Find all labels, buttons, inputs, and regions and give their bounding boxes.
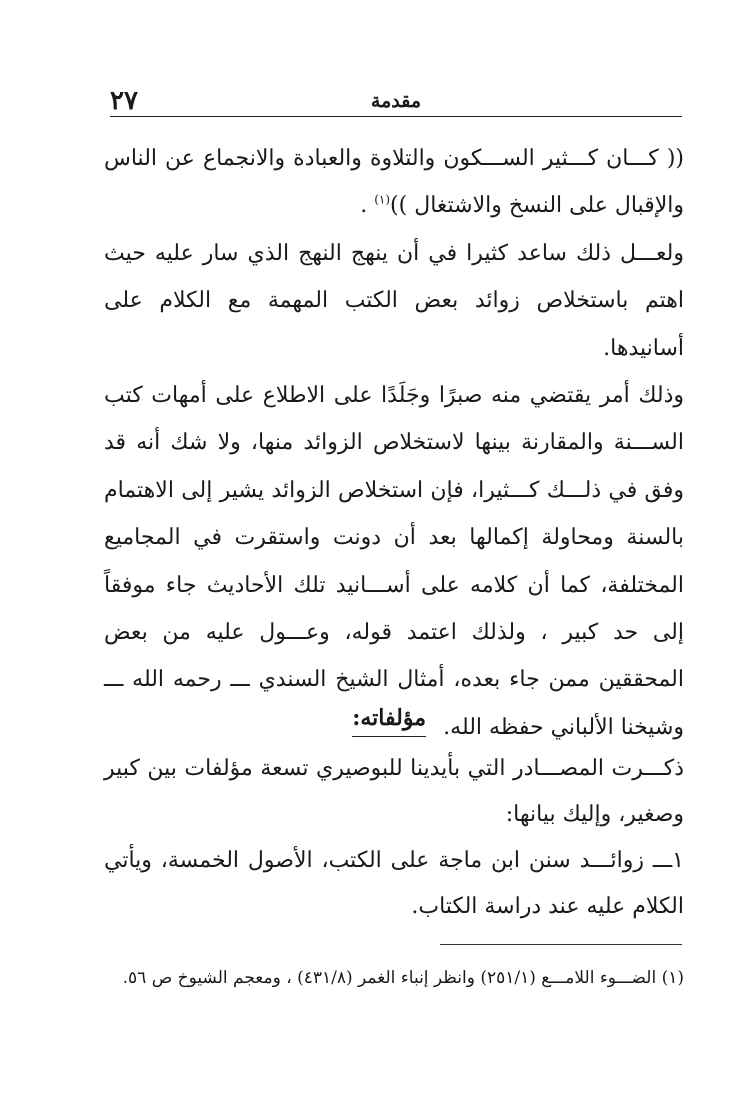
section-text — [104, 746, 684, 930]
footnote-marker: (١) — [374, 193, 391, 208]
footnote-divider — [440, 944, 682, 945]
section-paragraph-2: ١ـــ زوائـــد سنن ابن ماجة على الكتب، الأصول الخمسة، ويأتي الكلام عليه عند دراسة الكتاب. — [104, 848, 684, 919]
section-paragraph-1: ذكـــرت المصـــادر التي بأيدينا للبوصيري تسعة مؤلفات بين كبير وصغير، وإليك بيانها: — [104, 756, 684, 827]
footnote-text: (١) الضـــوء اللامـــع (٢٥١/١) وانظر إنباء الغمر (٤٣١/٨) ، ومعجم الشيوخ ص ٥٦. — [122, 968, 684, 988]
page-header — [110, 86, 682, 117]
section-heading: مؤلفاته: — [352, 700, 426, 737]
quote-line-2: والإقبال على النسخ والاشتغال )) — [390, 193, 684, 219]
quote-paragraph — [104, 135, 684, 230]
quote-end: . — [360, 193, 375, 219]
running-title: مقدمة — [370, 90, 422, 112]
page-number: ٢٧ — [110, 86, 138, 116]
quote-line-1: (( كـــان كـــثير الســـكون والتلاوة والعبادة والانجماع عن الناس — [104, 146, 684, 171]
main-text — [104, 135, 684, 751]
paragraph-3: وذلك أمر يقتضي منه صبرًا وجَلَدًا على الاطلاع على أمهات كتب الســـنة والمقارنة بينها لاستخلاص الزوائد منها، ولا شك أنه قد وفق في ذلـــك كـــثيرا، فإن استخلاص الزوائد يشير إلى الاهتمام بالسنة ومحاولة إكمالها بعد أن دونت واستقرت في المجاميع المختلفة، كما أن كلامه على أســـانيد تلك الأحاديث جاء موفقاً إلى حد كبير ، ولذلك اعتمد قوله، وعـــول عليه من بعض المحققين ممن جاء بعده، أمثال الشيخ السندي ـــ رحمه الله ـــ وشيخنا الألباني حفظه الله. — [104, 383, 684, 740]
footnote — [104, 960, 684, 996]
paragraph-2: ولعـــل ذلك ساعد كثيرا في أن ينهج النهج الذي سار عليه حيث اهتم باستخلاص زوائد بعض الكتب المهمة مع الكلام على أسانيدها. — [104, 240, 684, 361]
